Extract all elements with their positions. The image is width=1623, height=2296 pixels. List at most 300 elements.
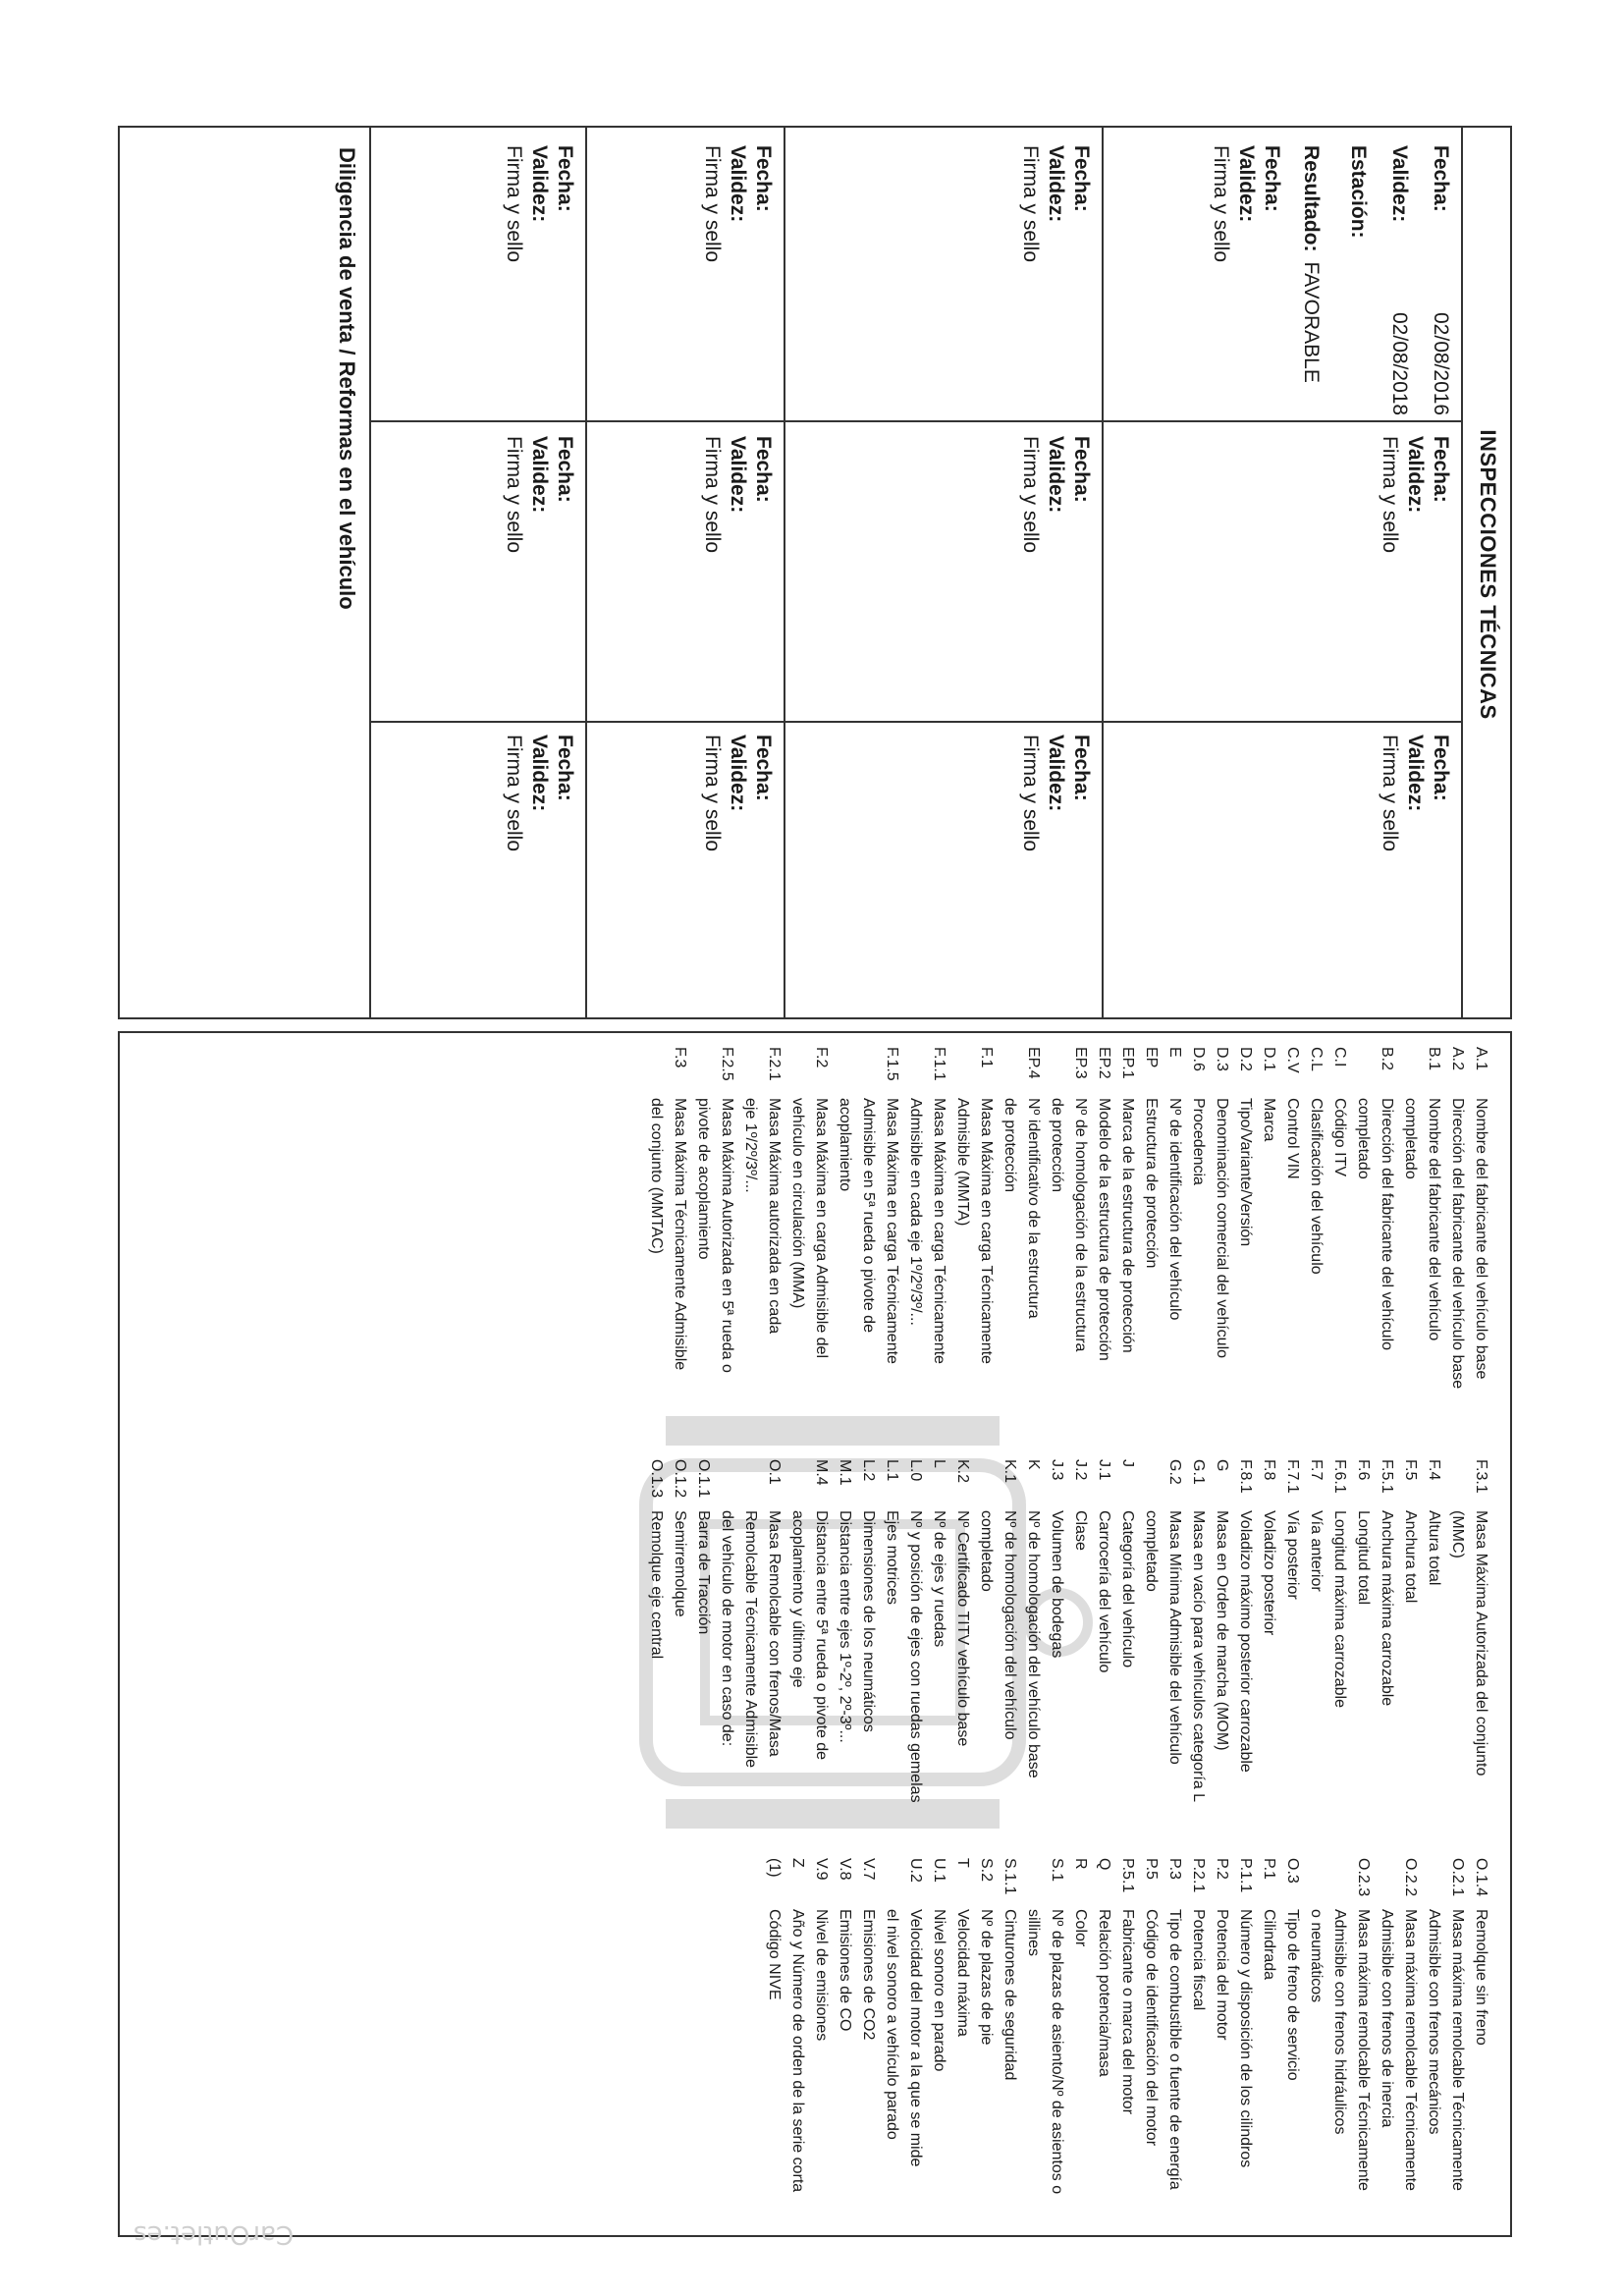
validez-value: 02/08/2018 [1388, 312, 1411, 416]
field-row [1186, 1047, 1210, 1459]
field-code: Q [1096, 1858, 1112, 1871]
validez-label: Validez: [1045, 735, 1067, 812]
field-row [1304, 1459, 1327, 1852]
field-row [1422, 1047, 1445, 1459]
field-text: Remolque sin freno [1473, 1909, 1489, 2046]
field-text: Nivel sonoro en parado [931, 1909, 947, 2072]
field-row [927, 1459, 950, 1852]
field-row [785, 1858, 809, 2235]
field-row [1304, 1047, 1327, 1459]
field-row [927, 1047, 950, 1459]
field-row [1257, 1858, 1280, 2235]
field-row [1210, 1858, 1233, 2235]
field-code: S.2 [978, 1858, 995, 1883]
firma-label: Firma y sello [503, 436, 525, 554]
field-row [809, 1047, 833, 1459]
grid-line [1461, 128, 1463, 1017]
field-row [903, 1459, 927, 1852]
validez-label: Validez: [1404, 436, 1427, 514]
field-text: Volumen de bodegas [1049, 1510, 1065, 1659]
field-row [974, 1047, 998, 1459]
field-text: completado [1355, 1098, 1372, 1179]
field-row [1045, 1459, 1068, 1852]
field-row [1186, 1459, 1210, 1852]
field-code: F.7.1 [1284, 1459, 1301, 1494]
fecha-value: 02/08/2016 [1430, 312, 1452, 416]
field-code: EP [1143, 1047, 1160, 1068]
field-row [1327, 1858, 1351, 2235]
field-text: Potencia fiscal [1190, 1909, 1207, 2011]
field-row [1115, 1459, 1139, 1852]
field-code: EP.2 [1096, 1047, 1112, 1079]
field-text: completado [978, 1510, 995, 1592]
field-text: Nº de identificación del vehículo [1166, 1098, 1183, 1321]
field-text: Admisible en cada eje 1º/2º/3º/... [907, 1098, 924, 1326]
field-row [1351, 1459, 1375, 1852]
field-text: Dirección del fabricante del vehículo base [1449, 1098, 1466, 1390]
field-row [1021, 1047, 1045, 1459]
field-row [1280, 1858, 1304, 2235]
field-text: Velocidad del motor a la que se mide [907, 1909, 924, 2167]
field-text: Masa máxima remolcable Técnicamente [1449, 1909, 1466, 2191]
field-text: Clase [1072, 1510, 1089, 1551]
field-text: Anchura total [1402, 1510, 1419, 1604]
field-text: Tipo de combustible o fuente de energía [1166, 1909, 1183, 2190]
fields-column-3 [762, 1858, 1492, 2235]
inspecciones-title: INSPECCIONES TÉCNICAS [1476, 429, 1500, 720]
field-text: Voladizo máximo posterior carrozable [1237, 1510, 1254, 1773]
field-row [903, 1858, 927, 2235]
inspecciones-frame [118, 126, 1512, 1019]
field-row [1257, 1047, 1280, 1459]
field-code: O.1.2 [672, 1459, 688, 1499]
validez-label: Validez: [528, 145, 551, 223]
field-text: Fabricante o marca del motor [1119, 1909, 1136, 2114]
site-watermark: CarOutlet.es [134, 2219, 295, 2249]
field-text: Carrocería del vehículo [1096, 1510, 1112, 1673]
fecha-label: Fecha: [752, 436, 775, 503]
field-row [880, 1858, 903, 2235]
field-code: O.1.3 [648, 1459, 665, 1499]
validez-label: Validez: [528, 436, 551, 514]
field-code: C.I [1331, 1047, 1348, 1067]
field-text: pivote de acoplamiento [695, 1098, 712, 1260]
field-code: EP.3 [1072, 1047, 1089, 1079]
field-text: Emisiones de CO2 [860, 1909, 877, 2041]
firma-label: Firma y sello [1210, 145, 1232, 263]
field-text: Admisible con frenos de inercia [1379, 1909, 1395, 2128]
field-text: de protección [1001, 1098, 1018, 1193]
field-text: Longitud total [1355, 1510, 1372, 1606]
field-code: G.1 [1190, 1459, 1207, 1485]
field-text: Longitud máxima carrozable [1331, 1510, 1348, 1708]
field-text: acoplamiento [837, 1098, 853, 1192]
field-text: del vehículo de motor en caso de: [719, 1510, 735, 1747]
field-text: Masa Mínima Admisible del vehículo [1166, 1510, 1183, 1765]
validez-label: Validez: [1235, 145, 1258, 223]
field-row [785, 1459, 809, 1852]
validez-label: Validez: [1404, 735, 1427, 812]
field-code: K.2 [954, 1459, 971, 1484]
field-row [1021, 1858, 1045, 2235]
field-code: F.2.5 [719, 1047, 735, 1081]
field-text: Nº identificativo de la estructura [1025, 1098, 1042, 1319]
validez-label: Validez: [528, 735, 551, 812]
field-row [1351, 1858, 1375, 2235]
field-text: vehículo en circulación (MMA) [789, 1098, 806, 1309]
field-row [1469, 1047, 1492, 1459]
field-text: Distancia entre 5ª rueda o pivote de [813, 1510, 830, 1761]
field-text: Barra de Tracción [695, 1510, 712, 1635]
firma-label: Firma y sello [1379, 735, 1401, 852]
field-row [1233, 1858, 1257, 2235]
validez-label: Validez: [727, 436, 749, 514]
field-text: Nº Certificado TITV vehículo base [954, 1510, 971, 1747]
field-code: Z [789, 1858, 806, 1868]
field-text: Procedencia [1190, 1098, 1207, 1185]
field-row [880, 1047, 903, 1459]
field-code: G [1214, 1459, 1230, 1472]
fecha-label: Fecha: [554, 145, 576, 212]
field-text: Nivel de emisiones [813, 1909, 830, 2042]
field-code: P.5 [1143, 1858, 1160, 1880]
field-row [974, 1858, 998, 2235]
field-code: F.3 [672, 1047, 688, 1068]
field-text: Código NIVE [766, 1909, 783, 2000]
field-text: del conjunto (MMTAC) [648, 1098, 665, 1254]
field-text: Marca de la estructura de protección [1119, 1098, 1136, 1353]
field-row [1327, 1459, 1351, 1852]
field-code: F.2.1 [766, 1047, 783, 1081]
field-text: Categoría del vehículo [1119, 1510, 1136, 1668]
validez-label: Validez: [1045, 145, 1067, 223]
field-code: L.2 [860, 1459, 877, 1482]
field-code: R [1072, 1858, 1089, 1870]
field-code: L.1 [884, 1459, 900, 1482]
field-text: Cilindrada [1261, 1909, 1277, 1981]
field-row [1163, 1459, 1186, 1852]
field-row [1139, 1047, 1163, 1459]
field-row [1280, 1459, 1304, 1852]
field-code: D.6 [1190, 1047, 1207, 1071]
field-text: eje 1º/2º/3º/... [742, 1098, 759, 1193]
field-code: L.0 [907, 1459, 924, 1482]
field-text: Velocidad máxima [954, 1909, 971, 2037]
validez-label: Validez: [1045, 436, 1067, 514]
field-code: S.1 [1049, 1858, 1065, 1883]
field-row [1115, 1047, 1139, 1459]
field-row [1398, 1858, 1422, 2235]
field-code: D.3 [1214, 1047, 1230, 1071]
firma-label: Firma y sello [1019, 145, 1042, 263]
field-text: sillines [1025, 1909, 1042, 1957]
field-text: Tipo/Variante/Versión [1237, 1098, 1254, 1247]
field-text: Masa Máxima en carga Técnicamente [931, 1098, 947, 1364]
field-text: Tipo de freno de servicio [1284, 1909, 1301, 2081]
field-row [809, 1858, 833, 2235]
field-code: EP.1 [1119, 1047, 1136, 1079]
field-row [809, 1459, 833, 1852]
field-code: F.6.1 [1331, 1459, 1348, 1494]
field-row [715, 1459, 738, 1852]
field-text: (MMC) [1449, 1510, 1466, 1558]
field-code: O.1.4 [1473, 1858, 1489, 1897]
field-text: Nombre del fabricante del vehículo base [1473, 1098, 1489, 1380]
field-row [1045, 1047, 1068, 1459]
resultado-value: FAVORABLE [1300, 261, 1323, 383]
validez-label: Validez: [1388, 145, 1411, 223]
field-code: P.1 [1261, 1858, 1277, 1880]
field-code: O.2.1 [1449, 1858, 1466, 1897]
firma-label: Firma y sello [1019, 735, 1042, 852]
field-row [998, 1459, 1021, 1852]
field-row [1139, 1459, 1163, 1852]
field-text: Nº de homologación de la estructura [1072, 1098, 1089, 1352]
field-text: Nº de ejes y ruedas [931, 1510, 947, 1648]
field-row [833, 1459, 856, 1852]
field-code: V.9 [813, 1858, 830, 1881]
field-code: F.6 [1355, 1459, 1372, 1481]
field-row [1233, 1459, 1257, 1852]
field-code: (1) [766, 1858, 783, 1878]
field-code: F.1.1 [931, 1047, 947, 1081]
field-text: Masa en Orden de marcha (MOM) [1214, 1510, 1230, 1751]
field-code: E [1166, 1047, 1183, 1058]
field-text: completado [1402, 1098, 1419, 1179]
firma-label: Firma y sello [503, 145, 525, 263]
grid-line [1102, 128, 1104, 1017]
field-row [715, 1047, 738, 1459]
field-row [668, 1047, 691, 1459]
field-code: C.L [1308, 1047, 1325, 1071]
field-text: Masa Máxima Autorizada del conjunto [1473, 1510, 1489, 1777]
field-text: Distancia entre ejes 1º-2º, 2º-3º... [837, 1510, 853, 1743]
field-text: Control VIN [1284, 1098, 1301, 1179]
field-row [1115, 1858, 1139, 2235]
field-code: D.2 [1237, 1047, 1254, 1071]
field-row [1257, 1459, 1280, 1852]
grid-line [585, 128, 587, 1017]
field-text: Año y Número de orden de la serie corta [789, 1909, 806, 2193]
field-row [1375, 1858, 1398, 2235]
field-code: O.3 [1284, 1858, 1301, 1884]
grid-line [371, 721, 1463, 723]
field-text: Código ITV [1331, 1098, 1348, 1177]
field-code: C.V [1284, 1047, 1301, 1073]
field-code: F.1 [978, 1047, 995, 1068]
field-text: Masa en vacío para vehículos categoría L [1190, 1510, 1207, 1803]
field-row [950, 1047, 974, 1459]
field-row [927, 1858, 950, 2235]
field-code: M.1 [837, 1459, 853, 1486]
field-code: F.7 [1308, 1459, 1325, 1481]
field-row [1139, 1858, 1163, 2235]
field-row [1375, 1047, 1398, 1459]
field-code: U.1 [931, 1858, 947, 1883]
field-row [1186, 1858, 1210, 2235]
firma-label: Firma y sello [1379, 436, 1401, 554]
field-row [785, 1047, 809, 1459]
field-code: A.2 [1449, 1047, 1466, 1071]
fecha-label: Fecha: [752, 145, 775, 212]
field-text: Masa Máxima en carga Admisible del [813, 1098, 830, 1359]
fecha-label: Fecha: [1070, 735, 1093, 801]
field-code: A.1 [1473, 1047, 1489, 1071]
field-text: Nombre del fabricante del vehículo [1426, 1098, 1442, 1341]
field-row [1210, 1459, 1233, 1852]
field-code: J [1119, 1459, 1136, 1467]
validez-label: Validez: [727, 145, 749, 223]
resultado-label: Resultado: [1300, 145, 1323, 252]
field-row [1045, 1858, 1068, 2235]
field-code: B.1 [1426, 1047, 1442, 1071]
field-text: Emisiones de CO [837, 1909, 853, 2032]
estacion-label: Estación: [1347, 145, 1370, 239]
field-code: O.2.2 [1402, 1858, 1419, 1897]
field-row [1210, 1047, 1233, 1459]
field-row [950, 1858, 974, 2235]
field-row [668, 1459, 691, 1852]
firma-label: Firma y sello [503, 735, 525, 852]
field-text: Anchura máxima carrozable [1379, 1510, 1395, 1707]
field-text: Nº de homologación del vehículo [1001, 1510, 1018, 1740]
field-text: Modelo de la estructura de protección [1096, 1098, 1112, 1361]
field-text: Masa máxima remolcable Técnicamente [1402, 1909, 1419, 2191]
fecha-label: Fecha: [1430, 735, 1452, 801]
field-code: J.3 [1049, 1459, 1065, 1481]
field-row [856, 1047, 880, 1459]
field-row [1398, 1047, 1422, 1459]
fecha-label: Fecha: [554, 735, 576, 801]
field-row [1469, 1459, 1492, 1852]
field-text: Masa Máxima Autorizada en 5ª rueda o [719, 1098, 735, 1373]
firma-label: Firma y sello [701, 145, 724, 263]
fecha-label: Fecha: [1430, 145, 1452, 212]
field-row [1163, 1858, 1186, 2235]
field-row [644, 1459, 668, 1852]
field-row [856, 1858, 880, 2235]
field-code: G.2 [1166, 1459, 1183, 1485]
field-text: Vía anterior [1308, 1510, 1325, 1592]
field-text: Nº y posición de ejes con ruedas gemelas [907, 1510, 924, 1803]
field-text: Dirección del fabricante del vehículo [1379, 1098, 1395, 1351]
field-text: de protección [1049, 1098, 1065, 1193]
field-code: S.1.1 [1001, 1858, 1018, 1895]
fields-column-1 [644, 1047, 1492, 1459]
field-row [1351, 1047, 1375, 1459]
field-code: V.8 [837, 1858, 853, 1881]
field-row [1068, 1047, 1092, 1459]
field-row [1163, 1047, 1186, 1459]
field-code: F.8 [1261, 1459, 1277, 1481]
field-row [833, 1858, 856, 2235]
diligencia-heading: Diligencia de venta / Reformas en el vehículo [335, 147, 359, 610]
field-code: F.5.1 [1379, 1459, 1395, 1494]
field-code: O.1.1 [695, 1459, 712, 1499]
field-text: Dimensiones de los neumáticos [860, 1510, 877, 1732]
field-row [974, 1459, 998, 1852]
field-row [1469, 1858, 1492, 2235]
field-text: Admisible con frenos mecánicos [1426, 1909, 1442, 2135]
field-row [762, 1858, 785, 2235]
field-row [1375, 1459, 1398, 1852]
field-code: K [1025, 1459, 1042, 1470]
firma-label: Firma y sello [701, 436, 724, 554]
field-text: Admisible en 5ª rueda o pivote de [860, 1098, 877, 1333]
field-text: Potencia del motor [1214, 1909, 1230, 2041]
field-text: o neumáticos [1308, 1909, 1325, 2003]
field-code: D.1 [1261, 1047, 1277, 1071]
field-row [1021, 1459, 1045, 1852]
field-text: Número y disposición de los cilindros [1237, 1909, 1254, 2168]
field-text: Admisible (MMTA) [954, 1098, 971, 1227]
field-row [762, 1459, 785, 1852]
field-row [950, 1459, 974, 1852]
field-code: P.3 [1166, 1858, 1183, 1880]
field-text: Estructura de protección [1143, 1098, 1160, 1269]
field-row [1304, 1858, 1327, 2235]
fecha-label: Fecha: [1430, 436, 1452, 503]
field-text: Masa Máxima en carga Técnicamente [884, 1098, 900, 1364]
field-text: Masa Máxima Técnicamente Admisible [672, 1098, 688, 1371]
field-code: F.4 [1426, 1459, 1442, 1481]
fields-column-2 [644, 1459, 1492, 1852]
field-row [1445, 1459, 1469, 1852]
field-code: P.2 [1214, 1858, 1230, 1880]
field-row [998, 1047, 1021, 1459]
field-text: Semirremolque [672, 1510, 688, 1617]
field-code: O.2.3 [1355, 1858, 1372, 1897]
fecha-label: Fecha: [1261, 145, 1283, 212]
field-row [738, 1047, 762, 1459]
field-text: acoplamiento y último eje [789, 1510, 806, 1688]
field-row [691, 1047, 715, 1459]
field-row [833, 1047, 856, 1459]
field-text: Nº de plazas de asiento/Nº de asientos o [1049, 1909, 1065, 2195]
validez-label: Validez: [727, 735, 749, 812]
field-code: O.1 [766, 1459, 783, 1485]
field-row [1280, 1047, 1304, 1459]
field-row [1445, 1047, 1469, 1459]
fecha-label: Fecha: [1070, 145, 1093, 212]
field-text: el nivel sonoro a vehículo parado [884, 1909, 900, 2140]
field-code: K.1 [1001, 1459, 1018, 1484]
field-code: EP.4 [1025, 1047, 1042, 1079]
field-row [1092, 1858, 1115, 2235]
field-row [1445, 1858, 1469, 2235]
fecha-label: Fecha: [554, 436, 576, 503]
rotated-content [118, 126, 1512, 2249]
field-text: completado [1143, 1510, 1160, 1592]
field-code: J.1 [1096, 1459, 1112, 1481]
field-text: Marca [1261, 1098, 1277, 1142]
field-code: F.5 [1402, 1459, 1419, 1481]
field-text: Denominación comercial del vehículo [1214, 1098, 1230, 1359]
field-row [1233, 1047, 1257, 1459]
field-row [691, 1459, 715, 1852]
grid-line [369, 128, 371, 1017]
field-row [880, 1459, 903, 1852]
field-code: M.4 [813, 1459, 830, 1486]
fecha-label: Fecha: [752, 735, 775, 801]
field-row [1068, 1459, 1092, 1852]
field-row [903, 1047, 927, 1459]
field-code: P.5.1 [1119, 1858, 1136, 1893]
field-row [1092, 1047, 1115, 1459]
field-text: Nº de homologación del vehículo base [1025, 1510, 1042, 1778]
field-row [738, 1459, 762, 1852]
field-text: Vía posterior [1284, 1510, 1301, 1600]
